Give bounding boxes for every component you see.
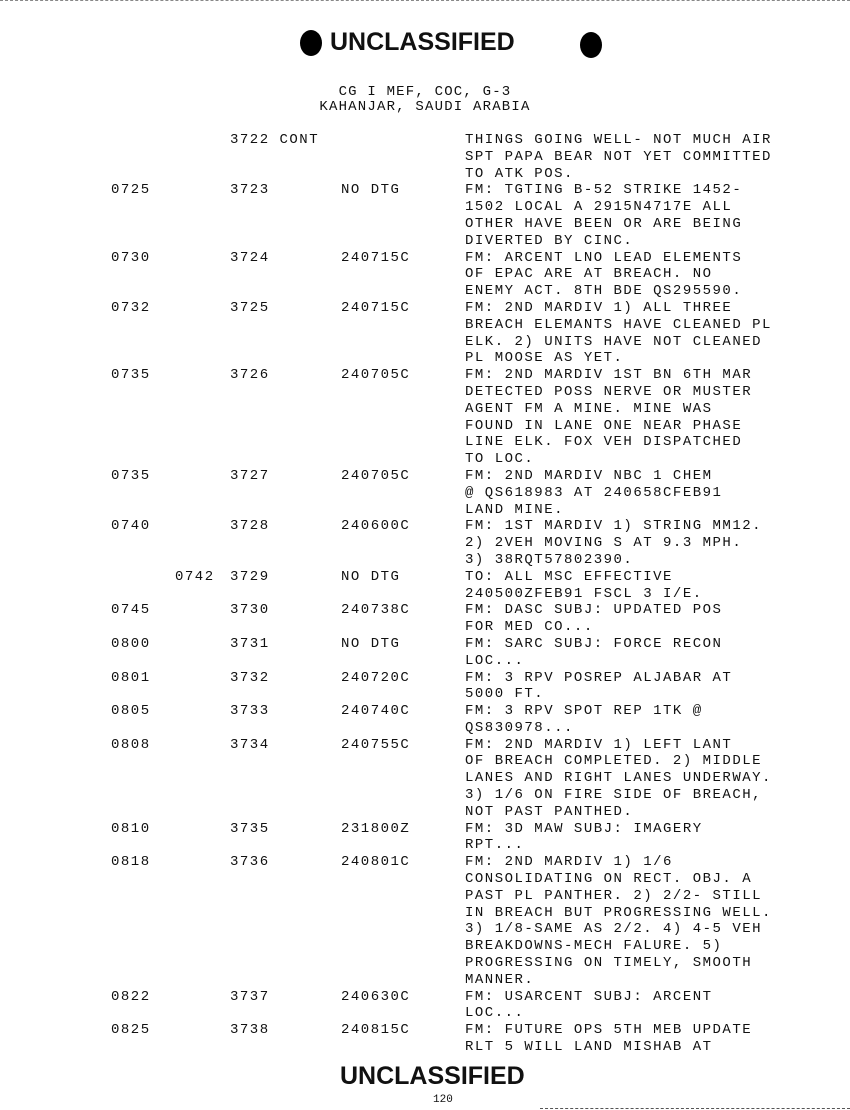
entry-time-alt: 0742 bbox=[175, 568, 215, 585]
footer-classification: UNCLASSIFIED bbox=[340, 1062, 525, 1090]
entry-time: 0800 bbox=[111, 635, 151, 652]
entry-dtg: 240715C bbox=[341, 249, 411, 266]
entry-text: TO: ALL MSC EFFECTIVE 240500ZFEB91 FSCL 3 I/E. bbox=[465, 568, 703, 602]
entry-message-number: 3726 bbox=[230, 367, 270, 384]
entry-dtg: 240740C bbox=[341, 703, 411, 720]
entry-dtg: NO DTG bbox=[341, 568, 401, 585]
log-entries bbox=[0, 132, 850, 1056]
entry-dtg: 240630C bbox=[341, 988, 411, 1005]
entry-message-number: 3734 bbox=[230, 736, 270, 753]
entry-message-number: 3728 bbox=[230, 518, 270, 535]
entry-time: 0801 bbox=[111, 669, 151, 686]
entry-dtg: 240755C bbox=[341, 736, 411, 753]
entry-message-number: 3736 bbox=[230, 854, 270, 871]
log-entry bbox=[0, 821, 850, 855]
entry-message-number: 3737 bbox=[230, 988, 270, 1005]
entry-time: 0825 bbox=[111, 1022, 151, 1039]
entry-dtg: 240738C bbox=[341, 602, 411, 619]
entry-time: 0735 bbox=[111, 367, 151, 384]
entry-message-number: 3731 bbox=[230, 635, 270, 652]
log-entry bbox=[0, 989, 850, 1023]
header-line2: KAHANJAR, SAUDI ARABIA bbox=[319, 99, 531, 115]
entry-time: 0732 bbox=[111, 299, 151, 316]
entry-text: FM: 3D MAW SUBJ: IMAGERY RPT... bbox=[465, 820, 703, 854]
entry-text: FM: SARC SUBJ: FORCE RECON LOC... bbox=[465, 635, 723, 669]
header-line1: CG I MEF, COC, G-3 bbox=[338, 84, 512, 100]
entry-text: FM: 2ND MARDIV 1) 1/6 CONSOLIDATING ON RECT. OBJ. A PAST PL PANTHER. 2) 2/2- STILL IN BREACH BUT PROGRESSING WELL. 3) 1/8-SAME AS 2/2. 4) 4-5 VEH BREAKDOWNS-MECH FALURE. 5) PROGRESSING ON TIMELY, SMOOTH MANNER. bbox=[465, 854, 772, 988]
log-entry bbox=[0, 300, 850, 367]
entry-message-number: 3730 bbox=[230, 602, 270, 619]
entry-dtg: 240600C bbox=[341, 518, 411, 535]
entry-dtg: 240705C bbox=[341, 467, 411, 484]
log-entry bbox=[0, 1022, 850, 1056]
log-entry bbox=[0, 250, 850, 300]
log-entry bbox=[0, 182, 850, 249]
entry-text: FM: ARCENT LNO LEAD ELEMENTS OF EPAC ARE AT BREACH. NO ENEMY ACT. 8TH BDE QS295590. bbox=[465, 249, 743, 300]
log-entry bbox=[0, 367, 850, 468]
log-entry bbox=[0, 737, 850, 821]
entry-message-number: 3724 bbox=[230, 249, 270, 266]
entry-time: 0808 bbox=[111, 736, 151, 753]
entry-message-number: 3732 bbox=[230, 669, 270, 686]
entry-text: FM: 2ND MARDIV NBC 1 CHEM @ QS618983 AT 240658CFEB91 LAND MINE. bbox=[465, 467, 723, 518]
entry-text: FM: DASC SUBJ: UPDATED POS FOR MED CO... bbox=[465, 602, 723, 636]
entry-message-number: 3733 bbox=[230, 703, 270, 720]
entry-time: 0805 bbox=[111, 703, 151, 720]
entry-time: 0740 bbox=[111, 518, 151, 535]
entry-time: 0730 bbox=[111, 249, 151, 266]
entry-message-number: 3725 bbox=[230, 299, 270, 316]
log-entry bbox=[0, 468, 850, 518]
entry-text: FM: 2ND MARDIV 1) LEFT LANT OF BREACH COMPLETED. 2) MIDDLE LANES AND RIGHT LANES UNDERWAY. 3) 1/6 ON FIRE SIDE OF BREACH, NOT PAST PANTHED. bbox=[465, 736, 772, 820]
entry-text: THINGS GOING WELL- NOT MUCH AIR SPT PAPA BEAR NOT YET COMMITTED TO ATK POS. bbox=[465, 132, 772, 182]
entry-message-number: 3722 CONT bbox=[230, 132, 320, 148]
classification-dot-right bbox=[580, 32, 602, 58]
log-entry bbox=[0, 602, 850, 636]
scan-edge-line bbox=[0, 0, 850, 3]
entry-text: FM: 1ST MARDIV 1) STRING MM12. 2) 2VEH MOVING S AT 9.3 MPH. 3) 38RQT57802390. bbox=[465, 518, 763, 568]
entry-dtg: 240705C bbox=[341, 367, 411, 384]
entry-time: 0745 bbox=[111, 602, 151, 619]
entry-message-number: 3738 bbox=[230, 1022, 270, 1039]
log-entry bbox=[0, 569, 850, 603]
log-entry bbox=[0, 518, 850, 568]
entry-time: 0822 bbox=[111, 988, 151, 1005]
entry-dtg: 240715C bbox=[341, 299, 411, 316]
classification-dot-left bbox=[300, 30, 322, 56]
entry-dtg: 240815C bbox=[341, 1022, 411, 1039]
entry-text: FM: FUTURE OPS 5TH MEB UPDATE RLT 5 WILL LAND MISHAB AT bbox=[465, 1022, 753, 1056]
entry-dtg: NO DTG bbox=[341, 635, 401, 652]
entry-text: FM: 2ND MARDIV 1) ALL THREE BREACH ELEMANTS HAVE CLEANED PL ELK. 2) UNITS HAVE NOT CLEANED PL MOOSE AS YET. bbox=[465, 299, 772, 367]
entry-text: FM: USARCENT SUBJ: ARCENT LOC... bbox=[465, 988, 713, 1022]
page-number: 120 bbox=[433, 1094, 453, 1106]
header-classification: UNCLASSIFIED bbox=[330, 28, 515, 56]
log-entry bbox=[0, 132, 850, 182]
entry-time: 0735 bbox=[111, 467, 151, 484]
entry-dtg: 240801C bbox=[341, 854, 411, 871]
log-entry bbox=[0, 636, 850, 670]
entry-message-number: 3723 bbox=[230, 182, 270, 199]
entry-text: FM: 2ND MARDIV 1ST BN 6TH MAR DETECTED POSS NERVE OR MUSTER AGENT FM A MINE. MINE WAS FOUND IN LANE ONE NEAR PHASE LINE ELK. FOX VEH DISPATCHED TO LOC. bbox=[465, 367, 753, 468]
entry-dtg: 231800Z bbox=[341, 820, 411, 837]
entry-message-number: 3727 bbox=[230, 467, 270, 484]
log-entry bbox=[0, 670, 850, 704]
scan-edge-line-bottom bbox=[540, 1108, 850, 1109]
entry-text: FM: 3 RPV POSREP ALJABAR AT 5000 FT. bbox=[465, 669, 733, 703]
entry-dtg: 240720C bbox=[341, 669, 411, 686]
entry-text: FM: TGTING B-52 STRIKE 1452- 1502 LOCAL A 2915N4717E ALL OTHER HAVE BEEN OR ARE BEING DIVERTED BY CINC. bbox=[465, 182, 743, 249]
entry-time: 0818 bbox=[111, 854, 151, 871]
log-entry bbox=[0, 703, 850, 737]
entry-message-number: 3729 bbox=[230, 568, 270, 585]
entry-time: 0725 bbox=[111, 182, 151, 199]
log-entry bbox=[0, 854, 850, 988]
entry-time: 0810 bbox=[111, 820, 151, 837]
entry-dtg: NO DTG bbox=[341, 182, 401, 199]
entry-text: FM: 3 RPV SPOT REP 1TK @ QS830978... bbox=[465, 703, 703, 736]
entry-message-number: 3735 bbox=[230, 820, 270, 837]
